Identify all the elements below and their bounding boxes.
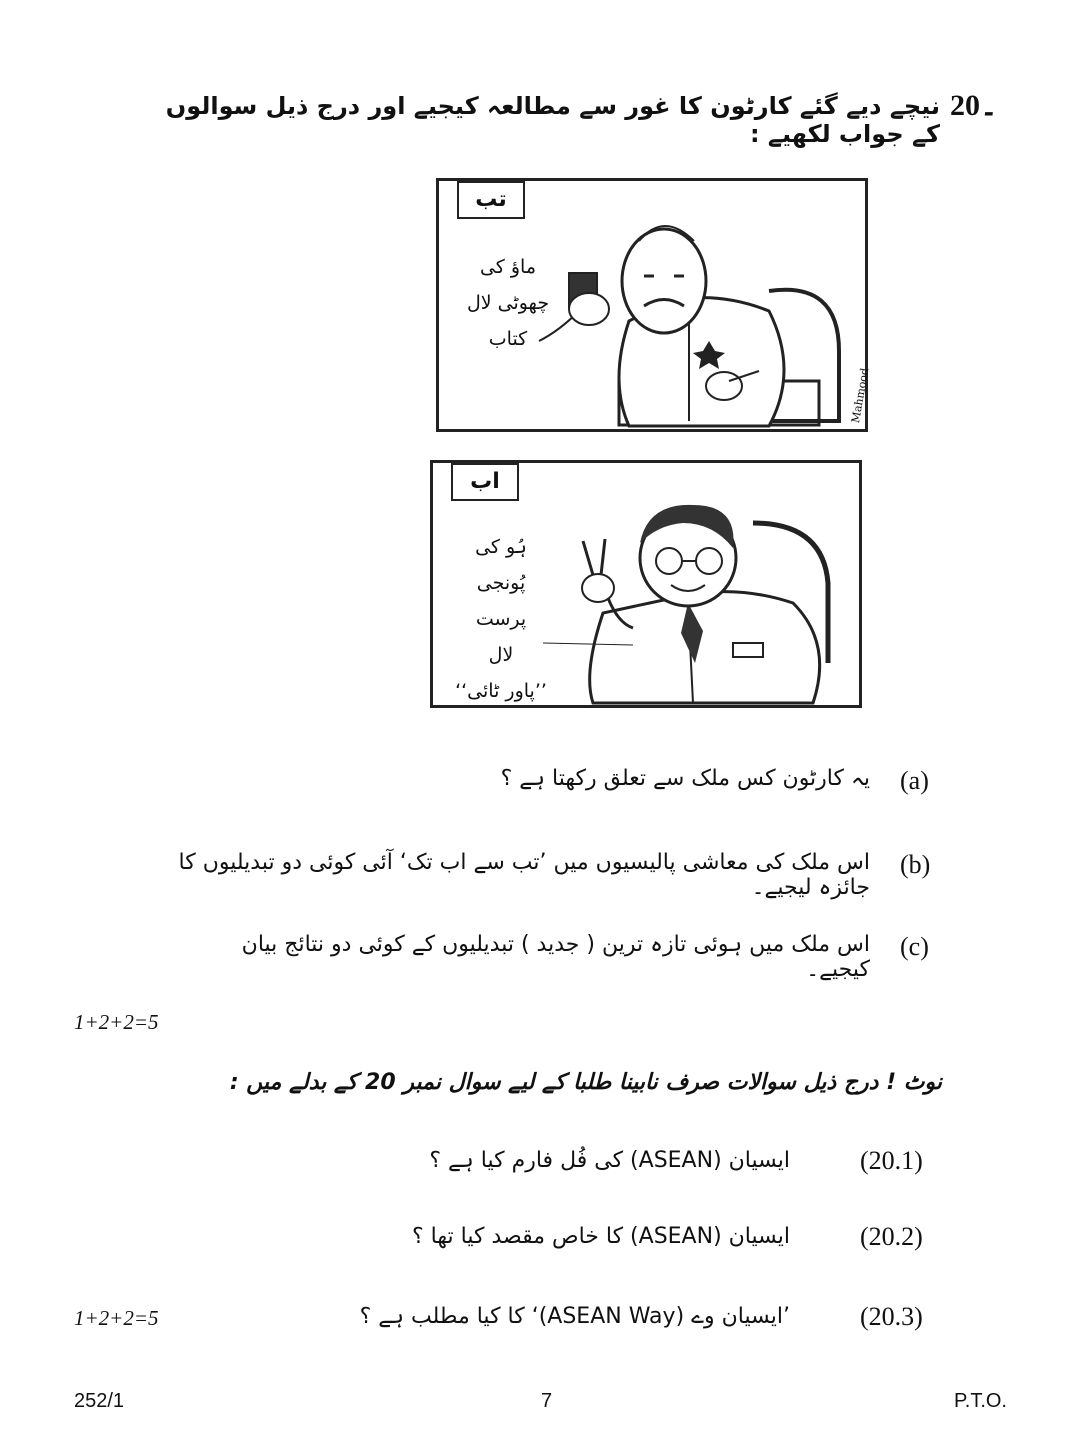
sub-question-a-text: یہ کارٹون کس ملک سے تعلق رکھتا ہے ؟ [500, 766, 870, 791]
marks-allocation-2: 1+2+2=5 [74, 1306, 159, 1330]
cartoon-panel-now [430, 460, 862, 708]
alt-question-20-3-label: (20.3) [860, 1302, 923, 1331]
cartoon-illustration-hu [433, 463, 859, 705]
alt-question-20-1-text: ایسیان (ASEAN) کی فُل فارم کیا ہے ؟ [429, 1148, 790, 1173]
question-number: 20۔ [950, 89, 998, 122]
cartoon-tag-then: تب [457, 181, 525, 219]
question-instruction: نیچے دیے گئے کارٹون کا غور سے مطالعہ کیجیے اور درج ذیل سوالوں کے جواب لکھیے : [165, 92, 940, 148]
cartoon-tag-now: اب [451, 463, 519, 501]
alt-question-20-3-text: ’ایسیان وے (ASEAN Way)‘ کا کیا مطلب ہے ؟ [359, 1304, 790, 1329]
sub-question-b-label: (b) [900, 850, 931, 879]
marks-allocation-1: 1+2+2=5 [74, 1010, 159, 1034]
sub-question-b-text: اس ملک کی معاشی پالیسیوں میں ’تب سے اب تک‘ آئی کوئی دو تبدیلیوں کا جائزہ لیجیے۔ [178, 850, 870, 900]
alt-question-20-2-text: ایسیان (ASEAN) کا خاص مقصد کیا تھا ؟ [412, 1224, 790, 1249]
alt-question-20-1-label: (20.1) [860, 1146, 923, 1175]
page-number: 7 [541, 1390, 553, 1412]
cartoon-illustration-mao [439, 181, 865, 429]
cartoon-caption-now: ہُو کی پُونجی پرست لال ’’پاور ٹائی‘‘ [455, 536, 547, 702]
cartoon-signature: Mahmood [849, 367, 872, 425]
please-turn-over: P.T.O. [954, 1390, 1007, 1412]
note-blind-candidates: نوٹ ! درج ذیل سوالات صرف نابینا طلبا کے لیے سوال نمبر 20 کے بدلے میں : [229, 1070, 942, 1095]
cartoon-panel-then [436, 178, 872, 432]
cartoon-caption-then: ماؤ کی چھوٹی لال کتاب [466, 256, 550, 350]
sub-question-a-label: (a) [900, 766, 929, 795]
sub-question-c-label: (c) [900, 932, 929, 961]
alt-question-20-2-label: (20.2) [860, 1222, 923, 1251]
paper-code: 252/1 [74, 1390, 125, 1412]
sub-question-c-text: اس ملک میں ہوئی تازہ ترین ( جدید ) تبدیلیوں کے کوئی دو نتائج بیان کیجیے۔ [241, 932, 870, 982]
